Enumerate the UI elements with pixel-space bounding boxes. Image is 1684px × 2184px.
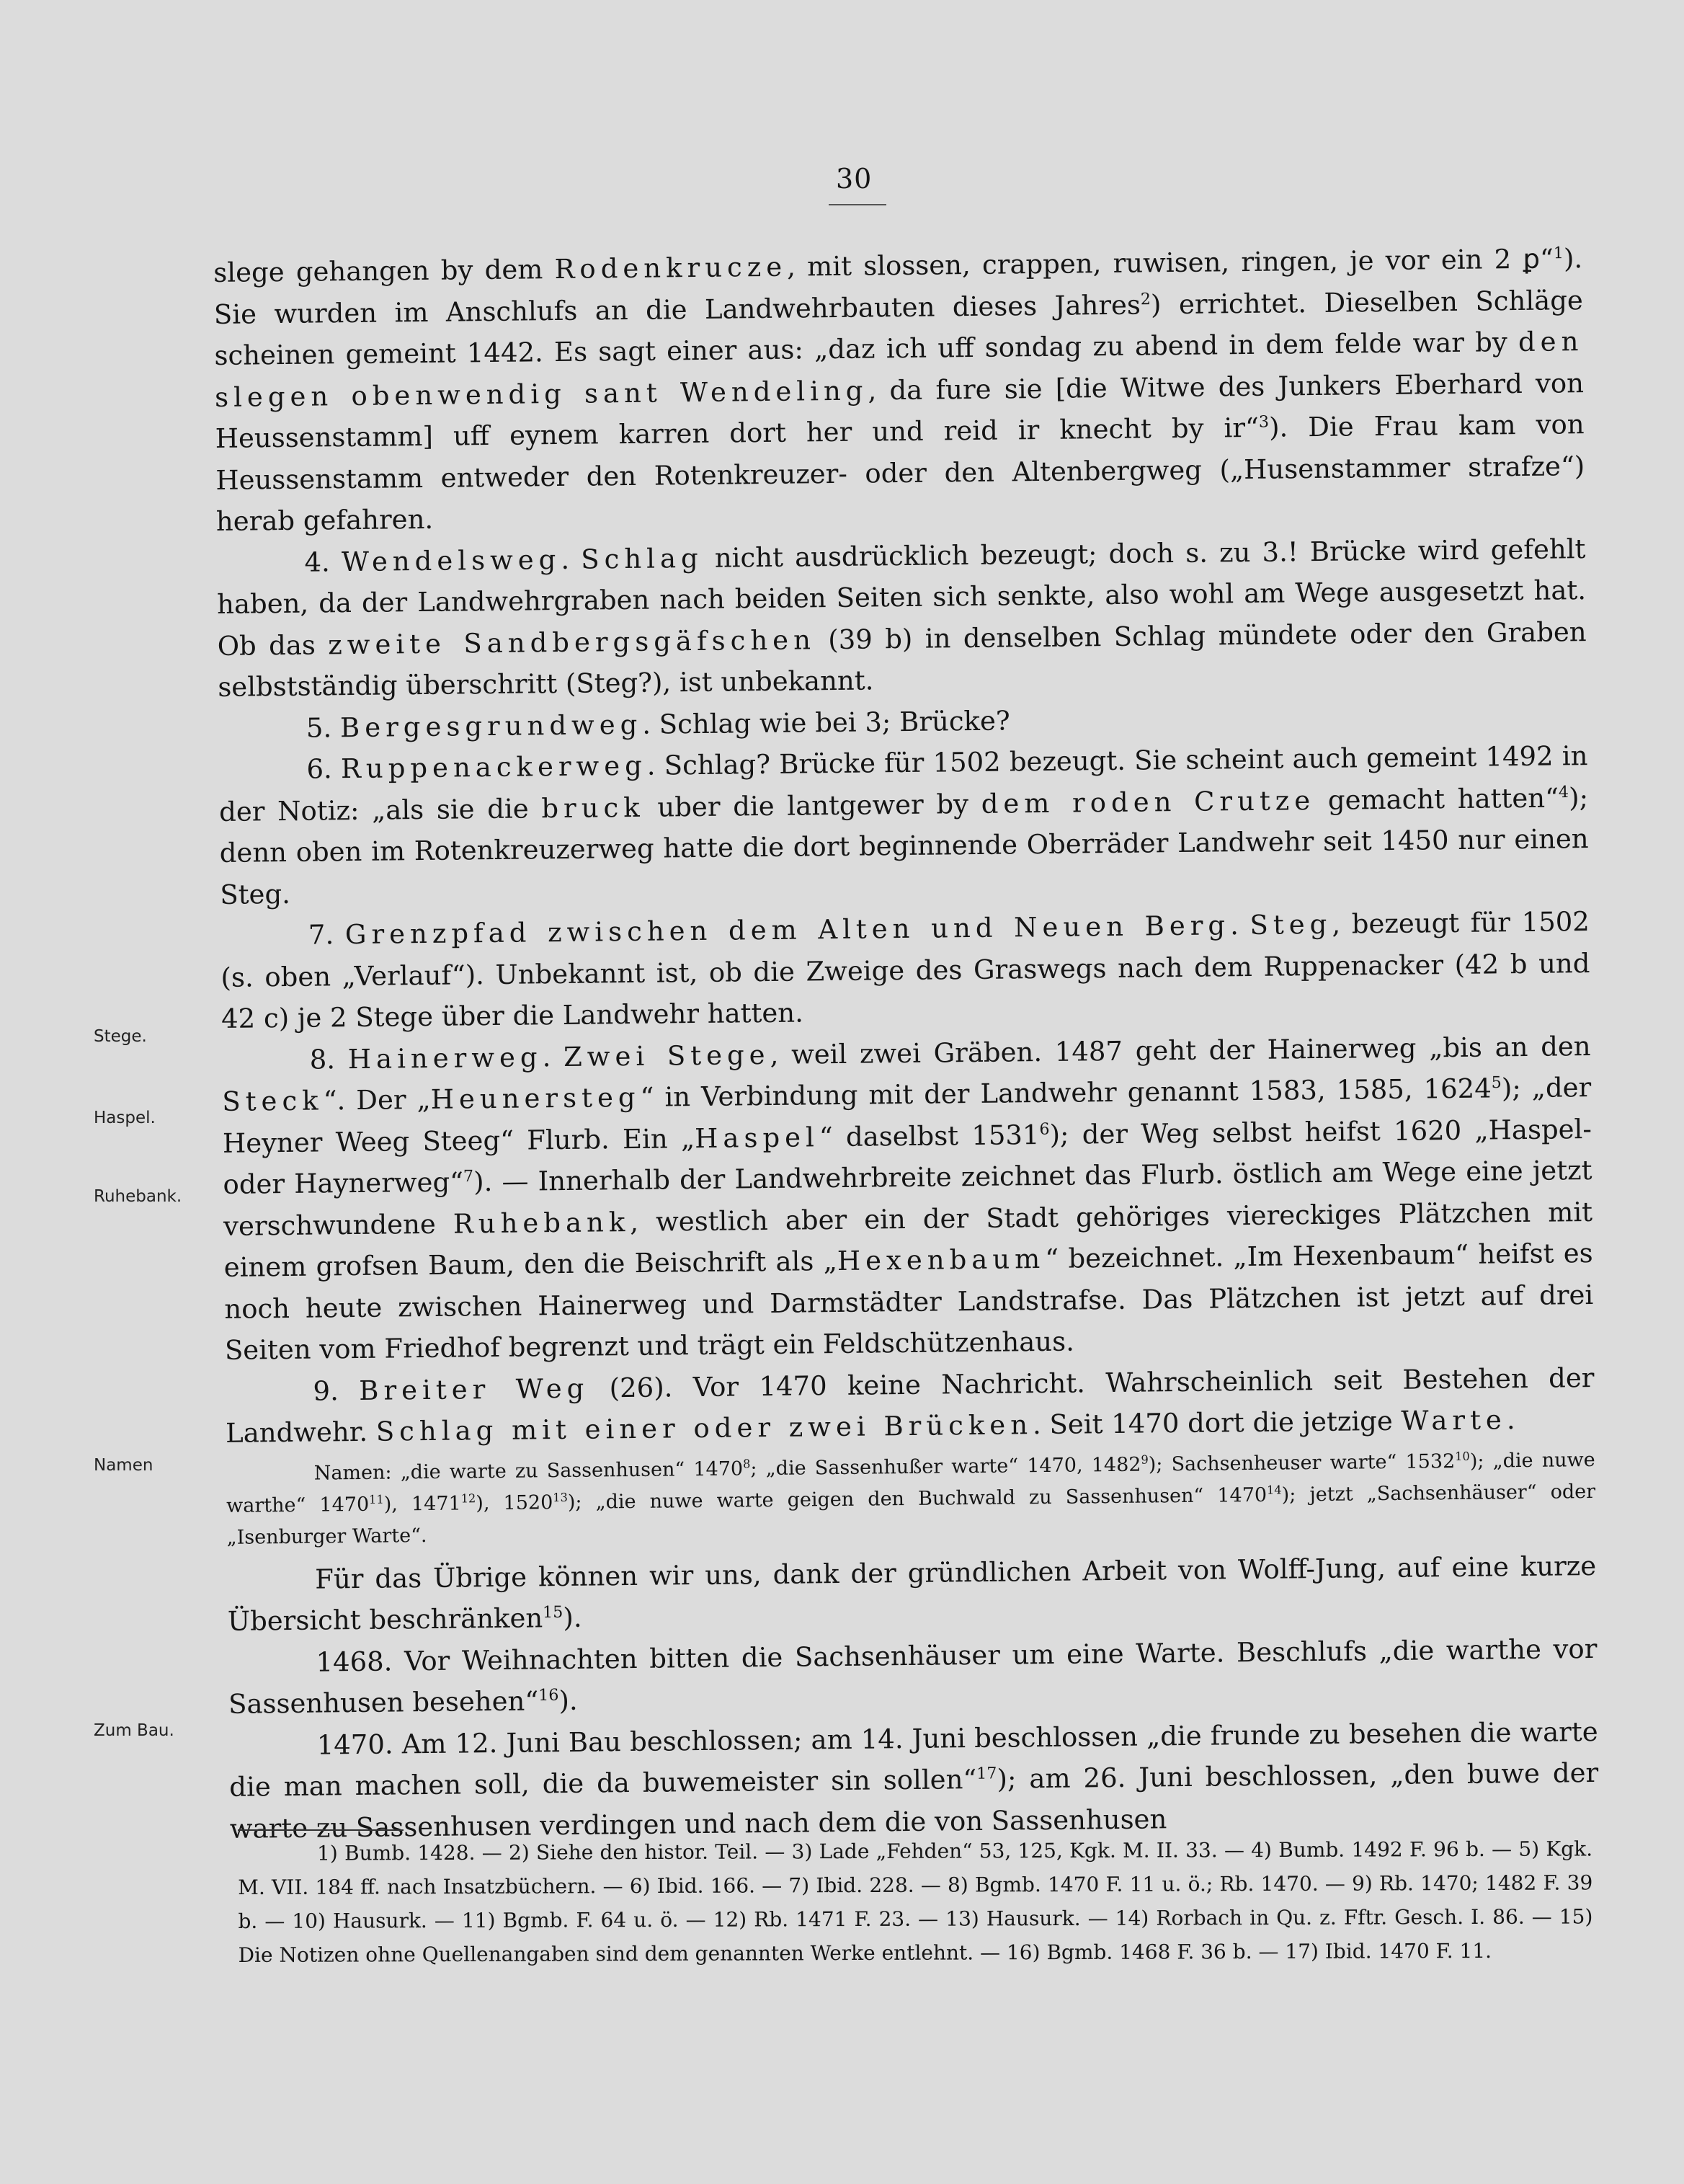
page-number: 30	[836, 163, 873, 195]
margin-note-zum-bau: Zum Bau.	[94, 1721, 174, 1740]
margin-note-namen: Namen	[94, 1456, 153, 1475]
footnotes: 1) Bumb. 1428. — 2) Siehe den histor. Teil. — 3) Lade „Fehden“ 53, 125, Kgk. M. II. 33. — 4) Bumb. 1492 F. 96 b. — 5) Kgk. M. VII. 184 ff. nach Insatzbüchern. — 6) Ibid. 166. — 7) Ibid. 228. — 8) Bgmb. 1470 F. 11 u. ö.; Rb. 1470. — 9) Rb. 1470; 1482 F. 39 b. — 10) Hausurk. — 11) Bgmb. F. 64 u. ö. — 12) Rb. 1471 F. 23. — 13) Hausurk. — 14) Rorbach in Qu. z. Fftr. Gesch. I. 86. — 15) Die Notizen ohne Quellenangaben sind dem genannten Werke entlehnt. — 16) Bgmb. 1468 F. 36 b. — 17) Ibid. 1470 F. 11.	[238, 1837, 1593, 1967]
paragraph-bergesgrundweg: 5. Bergesgrundweg. Schlag wie bei 3; Brücke?	[306, 704, 1010, 744]
paragraph-1470: 1470. Am 12. Juni Bau beschlossen; am 14. Juni beschlossen „die frunde zu besehen die warte die man machen soll, die da buwemeister sin sollen“$^{17}$); am 26. Juni beschlossen, „den buwe der warte zu Sassenhusen verdingen und nach dem die von Sassenhusen	[229, 1715, 1599, 1845]
main-text	[213, 238, 1599, 1850]
margin-note-ruhebank: Ruhebank.	[94, 1187, 182, 1206]
paragraph-breiter-weg: 9. Breiter Weg (26). Vor 1470 keine Nachricht. Wahrscheinlich seit Bestehen der Landwehr. Schlag mit einer oder zwei Brücken. Seit 1470 dort die jetzige Warte.	[225, 1362, 1595, 1449]
paragraph-hainerweg: 8. Hainerweg. Zwei Stege, weil zwei Gräben. 1487 geht der Hainerweg „bis an den Steck“. Der „Heunersteg“ in Verbindung mit der Landwehr genannt 1583, 1585, 1624$^5$); „der Heyner Weeg Steeg“ Flurb. Ein „Haspel“ daselbst 1531$^6$); der Weg selbst heifst 1620 „Haspel- oder Haynerweg“$^7$). — Innerhalb der Landwehrbreite zeichnet das Flurb. östlich am Wege eine jetzt verschwundene Ruhebank, westlich aber ein der Stadt gehöriges viereckiges Plätzchen mit einem grofsen Baum, den die Beischrift als „Hexenbaum“ bezeichnet. „Im Hexenbaum“ heifst es noch heute zwischen Hainerweg und Darmstädter Landstrafse. Das Plätzchen ist jetzt auf drei Seiten vom Friedhof begrenzt und trägt ein Feldschützenhaus.	[222, 1030, 1594, 1366]
footnote-rule	[238, 1829, 404, 1831]
paragraph-uebersicht: Für das Übrige können wir uns, dank der gründlichen Arbeit von Wolff-Jung, auf eine kurze Übersicht beschränken$^{15}$).	[227, 1550, 1597, 1637]
paragraph-1: slege gehangen by dem Rodenkrucze, mit slossen, crappen, ruwisen, ringen, je vor ein 2 ꝑ“$^1$). Sie wurden im Anschlufs an die Landwehrbauten dieses Jahres$^2$) errichtet. Dieselben Schläge scheinen gemeint 1442. Es sagt einer aus: „daz ich uff sondag zu abend in dem felde war by den slegen obenwendig sant Wendeling, da fure sie [die Witwe des Junkers Eberhard von Heussenstamm] uff eynem karren dort her und reid ir knecht by ir“$^3$). Die Frau kam von Heussenstamm entweder den Rotenkreuzer- oder den Altenbergweg („Husenstammer strafze“) herab gefahren.	[213, 243, 1585, 537]
paragraph-1468: 1468. Vor Weihnachten bitten die Sachsenhäuser um eine Warte. Beschlufs „die warthe vor Sassenhusen besehen“$^{16}$).	[228, 1633, 1598, 1720]
names-block: Namen: „die warte zu Sassenhusen“ 1470$^8$; „die Sassenhußer warte“ 1470, 1482$^9$); Sachsenheuser warte“ 1532$^{10}$); „die nuwe warthe“ 1470$^{11}$), 1471$^{12}$), 1520$^{13}$); „die nuwe warte geigen den Buchwald zu Sassenhusen“ 1470$^{14}$); jetzt „Sachsenhäuser“ oder „Isenburger Warte“.	[226, 1448, 1596, 1549]
paragraph-wendelsweg: 4. Wendelsweg. Schlag nicht ausdrücklich bezeugt; doch s. zu 3.! Brücke wird gefehlt haben, da der Landwehrgraben nach beiden Seiten sich senkte, also wohl am Wege ausgesetzt hat. Ob das zweite Sandbergsgäfschen (39 b) in denselben Schlag mündete oder den Graben selbstständig überschritt (Steg?), ist unbekannt.	[216, 533, 1587, 703]
paragraph-ruppenackerweg: 6. Ruppenackerweg. Schlag? Brücke für 1502 bezeugt. Sie scheint auch gemeint 1492 in der Notiz: „als sie die bruck uber die lantgewer by dem roden Crutze gemacht hatten“$^4$); denn oben im Rotenkreuzerweg hatte die dort beginnende Oberräder Landwehr seit 1450 nur einen Steg.	[218, 740, 1589, 910]
margin-note-stege: Stege.	[94, 1027, 147, 1046]
margin-note-haspel: Haspel.	[94, 1109, 156, 1127]
page-number-rule	[829, 204, 886, 205]
paragraph-grenzpfad: 7. Grenzpfad zwischen dem Alten und Neuen Berg. Steg, bezeugt für 1502 (s. oben „Verlauf“). Unbekannt ist, ob die Zweige des Graswegs nach dem Ruppenacker (42 b und 42 c) je 2 Stege über die Landwehr hatten.	[220, 906, 1590, 1034]
